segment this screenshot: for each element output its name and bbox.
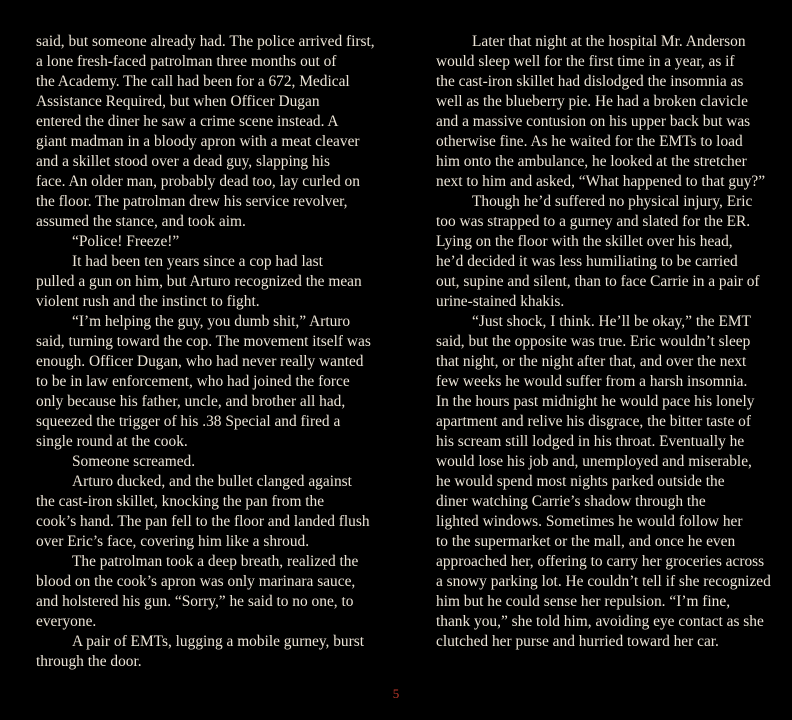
text-line: lighted windows. Sometimes he would follow her bbox=[436, 513, 743, 530]
text-line: said, turning toward the cop. The movement itself was bbox=[36, 333, 371, 350]
text-line: to be in law enforcement, who had joined the force bbox=[36, 373, 350, 390]
text-line: thank you,” she told him, avoiding eye contact as she bbox=[436, 613, 764, 630]
text-line: said, but the opposite was true. Eric wouldn’t sleep bbox=[436, 333, 751, 350]
text-line: would lose his job and, unemployed and miserable, bbox=[436, 453, 752, 470]
text-line: Someone screamed. bbox=[72, 453, 196, 470]
text-line: and a massive contusion on his upper back but was bbox=[436, 113, 751, 130]
text-line: entered the diner he saw a crime scene instead. A bbox=[36, 113, 339, 130]
text-line: A pair of EMTs, lugging a mobile gurney, burst bbox=[72, 633, 365, 650]
text-line: It had been ten years since a cop had last bbox=[72, 253, 323, 270]
text-line: would sleep well for the first time in a year, as if bbox=[436, 53, 735, 70]
text-line: In the hours past midnight he would pace his lonely bbox=[436, 393, 755, 410]
text-line: a snowy parking lot. He couldn’t tell if she recognized bbox=[436, 573, 771, 590]
text-line: over Eric’s face, covering him like a shroud. bbox=[36, 533, 310, 550]
text-line: Arturo ducked, and the bullet clanged against bbox=[72, 473, 352, 490]
text-line: Later that night at the hospital Mr. Anderson bbox=[472, 33, 746, 50]
text-line: everyone. bbox=[36, 613, 97, 630]
text-line: apartment and relive his disgrace, the bitter taste of bbox=[436, 413, 751, 430]
text-line: Though he’d suffered no physical injury, Eric bbox=[472, 193, 753, 210]
text-line: he would spend most nights parked outside the bbox=[436, 473, 725, 490]
text-line: otherwise fine. As he waited for the EMTs to load bbox=[436, 133, 743, 150]
text-line: Assistance Required, but when Officer Dugan bbox=[36, 93, 320, 110]
text-line: squeezed the trigger of his .38 Special and fired a bbox=[36, 413, 341, 430]
text-line: he’d decided it was less humiliating to be carried bbox=[436, 253, 738, 270]
text-line: only because his father, uncle, and brother all had, bbox=[36, 393, 346, 410]
text-line: the cast-iron skillet had dislodged the insomnia as bbox=[436, 73, 744, 90]
text-line: “I’m helping the guy, you dumb shit,” Arturo bbox=[72, 313, 351, 330]
text-line: and a skillet stood over a dead guy, slapping his bbox=[36, 153, 330, 170]
text-line: him but he could sense her repulsion. “I’m fine, bbox=[436, 593, 731, 610]
text-line: through the door. bbox=[36, 653, 142, 670]
text-line: a lone fresh-faced patrolman three months out of bbox=[36, 53, 337, 70]
left-text-column bbox=[36, 32, 375, 672]
text-line: blood on the cook’s apron was only marinara sauce, bbox=[36, 573, 356, 590]
text-line: “Just shock, I think. He’ll be okay,” the EMT bbox=[472, 313, 751, 330]
text-line: cook’s hand. The pan fell to the floor and landed flush bbox=[36, 513, 370, 530]
text-line: enough. Officer Dugan, who had never really wanted bbox=[36, 353, 364, 370]
text-line: approached her, offering to carry her groceries across bbox=[436, 553, 765, 570]
text-line: the cast-iron skillet, knocking the pan from the bbox=[36, 493, 325, 510]
text-line: and holstered his gun. “Sorry,” he said to no one, to bbox=[36, 593, 354, 610]
text-line: Lying on the floor with the skillet over his head, bbox=[436, 233, 733, 250]
text-line: the Academy. The call had been for a 672, Medical bbox=[36, 73, 350, 90]
text-line: pulled a gun on him, but Arturo recognized the mean bbox=[36, 273, 362, 290]
text-line: giant madman in a bloody apron with a meat cleaver bbox=[36, 133, 360, 150]
text-line: urine-stained khakis. bbox=[436, 293, 565, 310]
text-line: single round at the cook. bbox=[36, 433, 188, 450]
text-line: him onto the ambulance, he looked at the stretcher bbox=[436, 153, 747, 170]
text-line: that night, or the night after that, and over the next bbox=[436, 353, 747, 370]
text-line: well as the blueberry pie. He had a broken clavicle bbox=[436, 93, 748, 110]
text-line: The patrolman took a deep breath, realized the bbox=[72, 553, 359, 570]
text-line: violent rush and the instinct to fight. bbox=[36, 293, 260, 310]
text-line: diner watching Carrie’s shadow through the bbox=[436, 493, 706, 510]
text-line: said, but someone already had. The police arrived first, bbox=[36, 33, 375, 50]
text-line: next to him and asked, “What happened to that guy?” bbox=[436, 173, 766, 190]
text-line: clutched her purse and hurried toward her car. bbox=[436, 633, 719, 650]
text-line: his scream still lodged in his throat. Eventually he bbox=[436, 433, 745, 450]
text-line: few weeks he would suffer from a harsh insomnia. bbox=[436, 373, 748, 390]
text-line: out, supine and silent, than to face Carrie in a pair of bbox=[436, 273, 760, 290]
text-line: too was strapped to a gurney and slated for the ER. bbox=[436, 213, 751, 230]
right-text-column bbox=[436, 32, 771, 652]
text-line: “Police! Freeze!” bbox=[72, 233, 180, 250]
text-line: the floor. The patrolman drew his service revolver, bbox=[36, 193, 348, 210]
page-number: 5 bbox=[392, 686, 400, 701]
text-line: face. An older man, probably dead too, lay curled on bbox=[36, 173, 360, 190]
text-line: assumed the stance, and took aim. bbox=[36, 213, 246, 230]
text-line: to the supermarket or the mall, and once he even bbox=[436, 533, 736, 550]
